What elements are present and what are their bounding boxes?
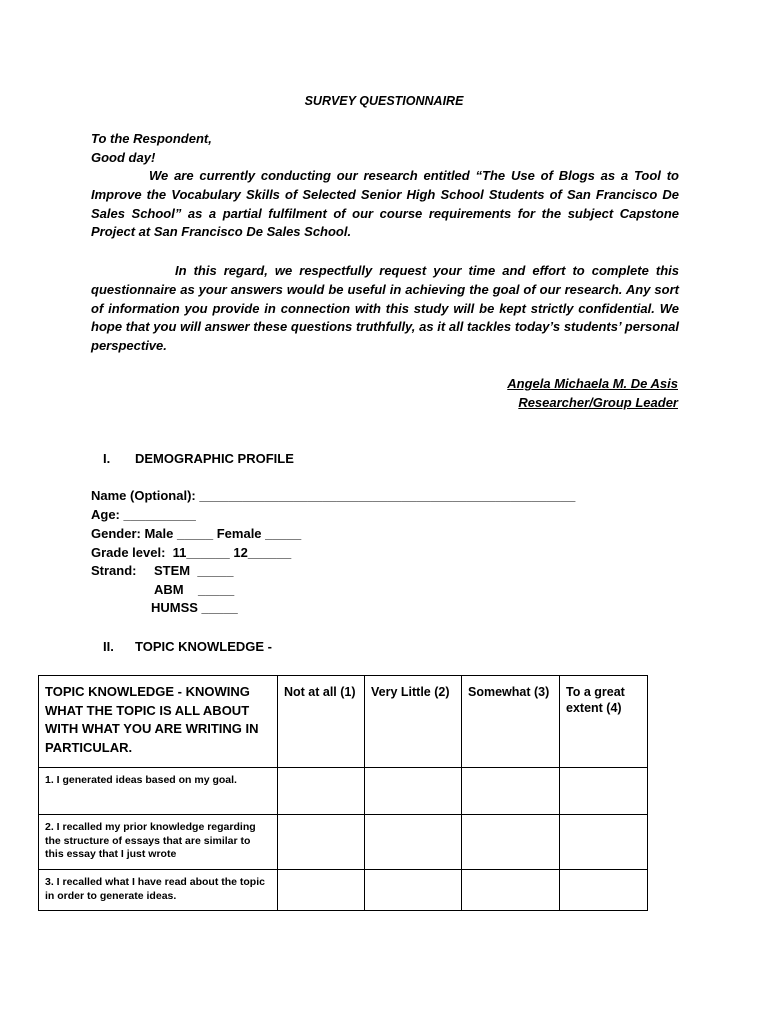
age-field[interactable]: Age: __________ [91, 507, 196, 522]
section-number: I. [103, 451, 111, 466]
signature-block [507, 375, 678, 413]
table-header-row [39, 676, 648, 768]
strand-option-abm[interactable]: ABM _____ [154, 582, 235, 597]
rating-cell[interactable] [278, 870, 365, 911]
rating-cell[interactable] [462, 815, 560, 870]
column-somewhat: Somewhat (3) [462, 676, 560, 768]
table-row [39, 768, 648, 815]
salutation-line: Good day! [91, 149, 156, 165]
column-great-extent: To a great extent (4) [560, 676, 648, 768]
rating-cell[interactable] [560, 870, 648, 911]
strand-option-humss[interactable]: HUMSS _____ [151, 600, 238, 615]
section-title-demographic: DEMOGRAPHIC PROFILE [135, 451, 294, 466]
question-2: 2. I recalled my prior knowledge regarding the structure of essays that are similar to this essay that I just wrote [39, 815, 278, 870]
signature-name: Angela Michaela M. De Asis [507, 376, 678, 391]
strand-label: Strand: [91, 563, 137, 578]
salutation-line: To the Respondent, [91, 131, 212, 146]
rating-cell[interactable] [560, 768, 648, 815]
table-header-topic: TOPIC KNOWLEDGE - KNOWING WHAT THE TOPIC IS ALL ABOUT WITH WHAT YOU ARE WRITING IN PARTICULAR. [39, 676, 278, 768]
signature-role: Researcher/Group Leader [518, 394, 678, 410]
section-number: II. [103, 639, 114, 654]
rating-cell[interactable] [462, 870, 560, 911]
salutation [91, 130, 212, 168]
name-field[interactable]: Name (Optional): ____________________________________________________ [91, 488, 576, 503]
question-1: 1. I generated ideas based on my goal. [39, 768, 278, 815]
rating-cell[interactable] [365, 815, 462, 870]
rating-cell[interactable] [365, 870, 462, 911]
section-title-topic-knowledge: TOPIC KNOWLEDGE - [135, 639, 272, 654]
rating-cell[interactable] [560, 815, 648, 870]
rating-cell[interactable] [462, 768, 560, 815]
topic-knowledge-table [38, 675, 648, 911]
rating-cell[interactable] [278, 768, 365, 815]
column-very-little: Very Little (2) [365, 676, 462, 768]
column-not-at-all: Not at all (1) [278, 676, 365, 768]
question-3: 3. I recalled what I have read about the topic in order to generate ideas. [39, 870, 278, 911]
table-row [39, 870, 648, 911]
gender-field[interactable]: Gender: Male _____ Female _____ [91, 526, 302, 541]
document-title: SURVEY QUESTIONNAIRE [304, 94, 464, 108]
table-row [39, 815, 648, 870]
request-paragraph: In this regard, we respectfully request your time and effort to complete this questionnaire as your answers would be useful in achieving the goal of our research. Any sort of information you provide in connection with this study will be kept strictly confidential. We hope that you will answer these questions truthfully, as it all tackles today’s students’ personal perspective. [91, 263, 679, 354]
rating-cell[interactable] [278, 815, 365, 870]
rating-cell[interactable] [365, 768, 462, 815]
intro-paragraph: We are currently conducting our research entitled “The Use of Blogs as a Tool to Improve the Vocabulary Skills of Selected Senior High School Students of San Francisco De Sales School” as a partial fulfilment of our course requirements for the subject Capstone Project at San Francisco De Sales School. [91, 168, 679, 240]
strand-option-stem[interactable]: STEM _____ [154, 563, 234, 578]
grade-level-field[interactable]: Grade level: 11______ 12______ [91, 545, 292, 560]
